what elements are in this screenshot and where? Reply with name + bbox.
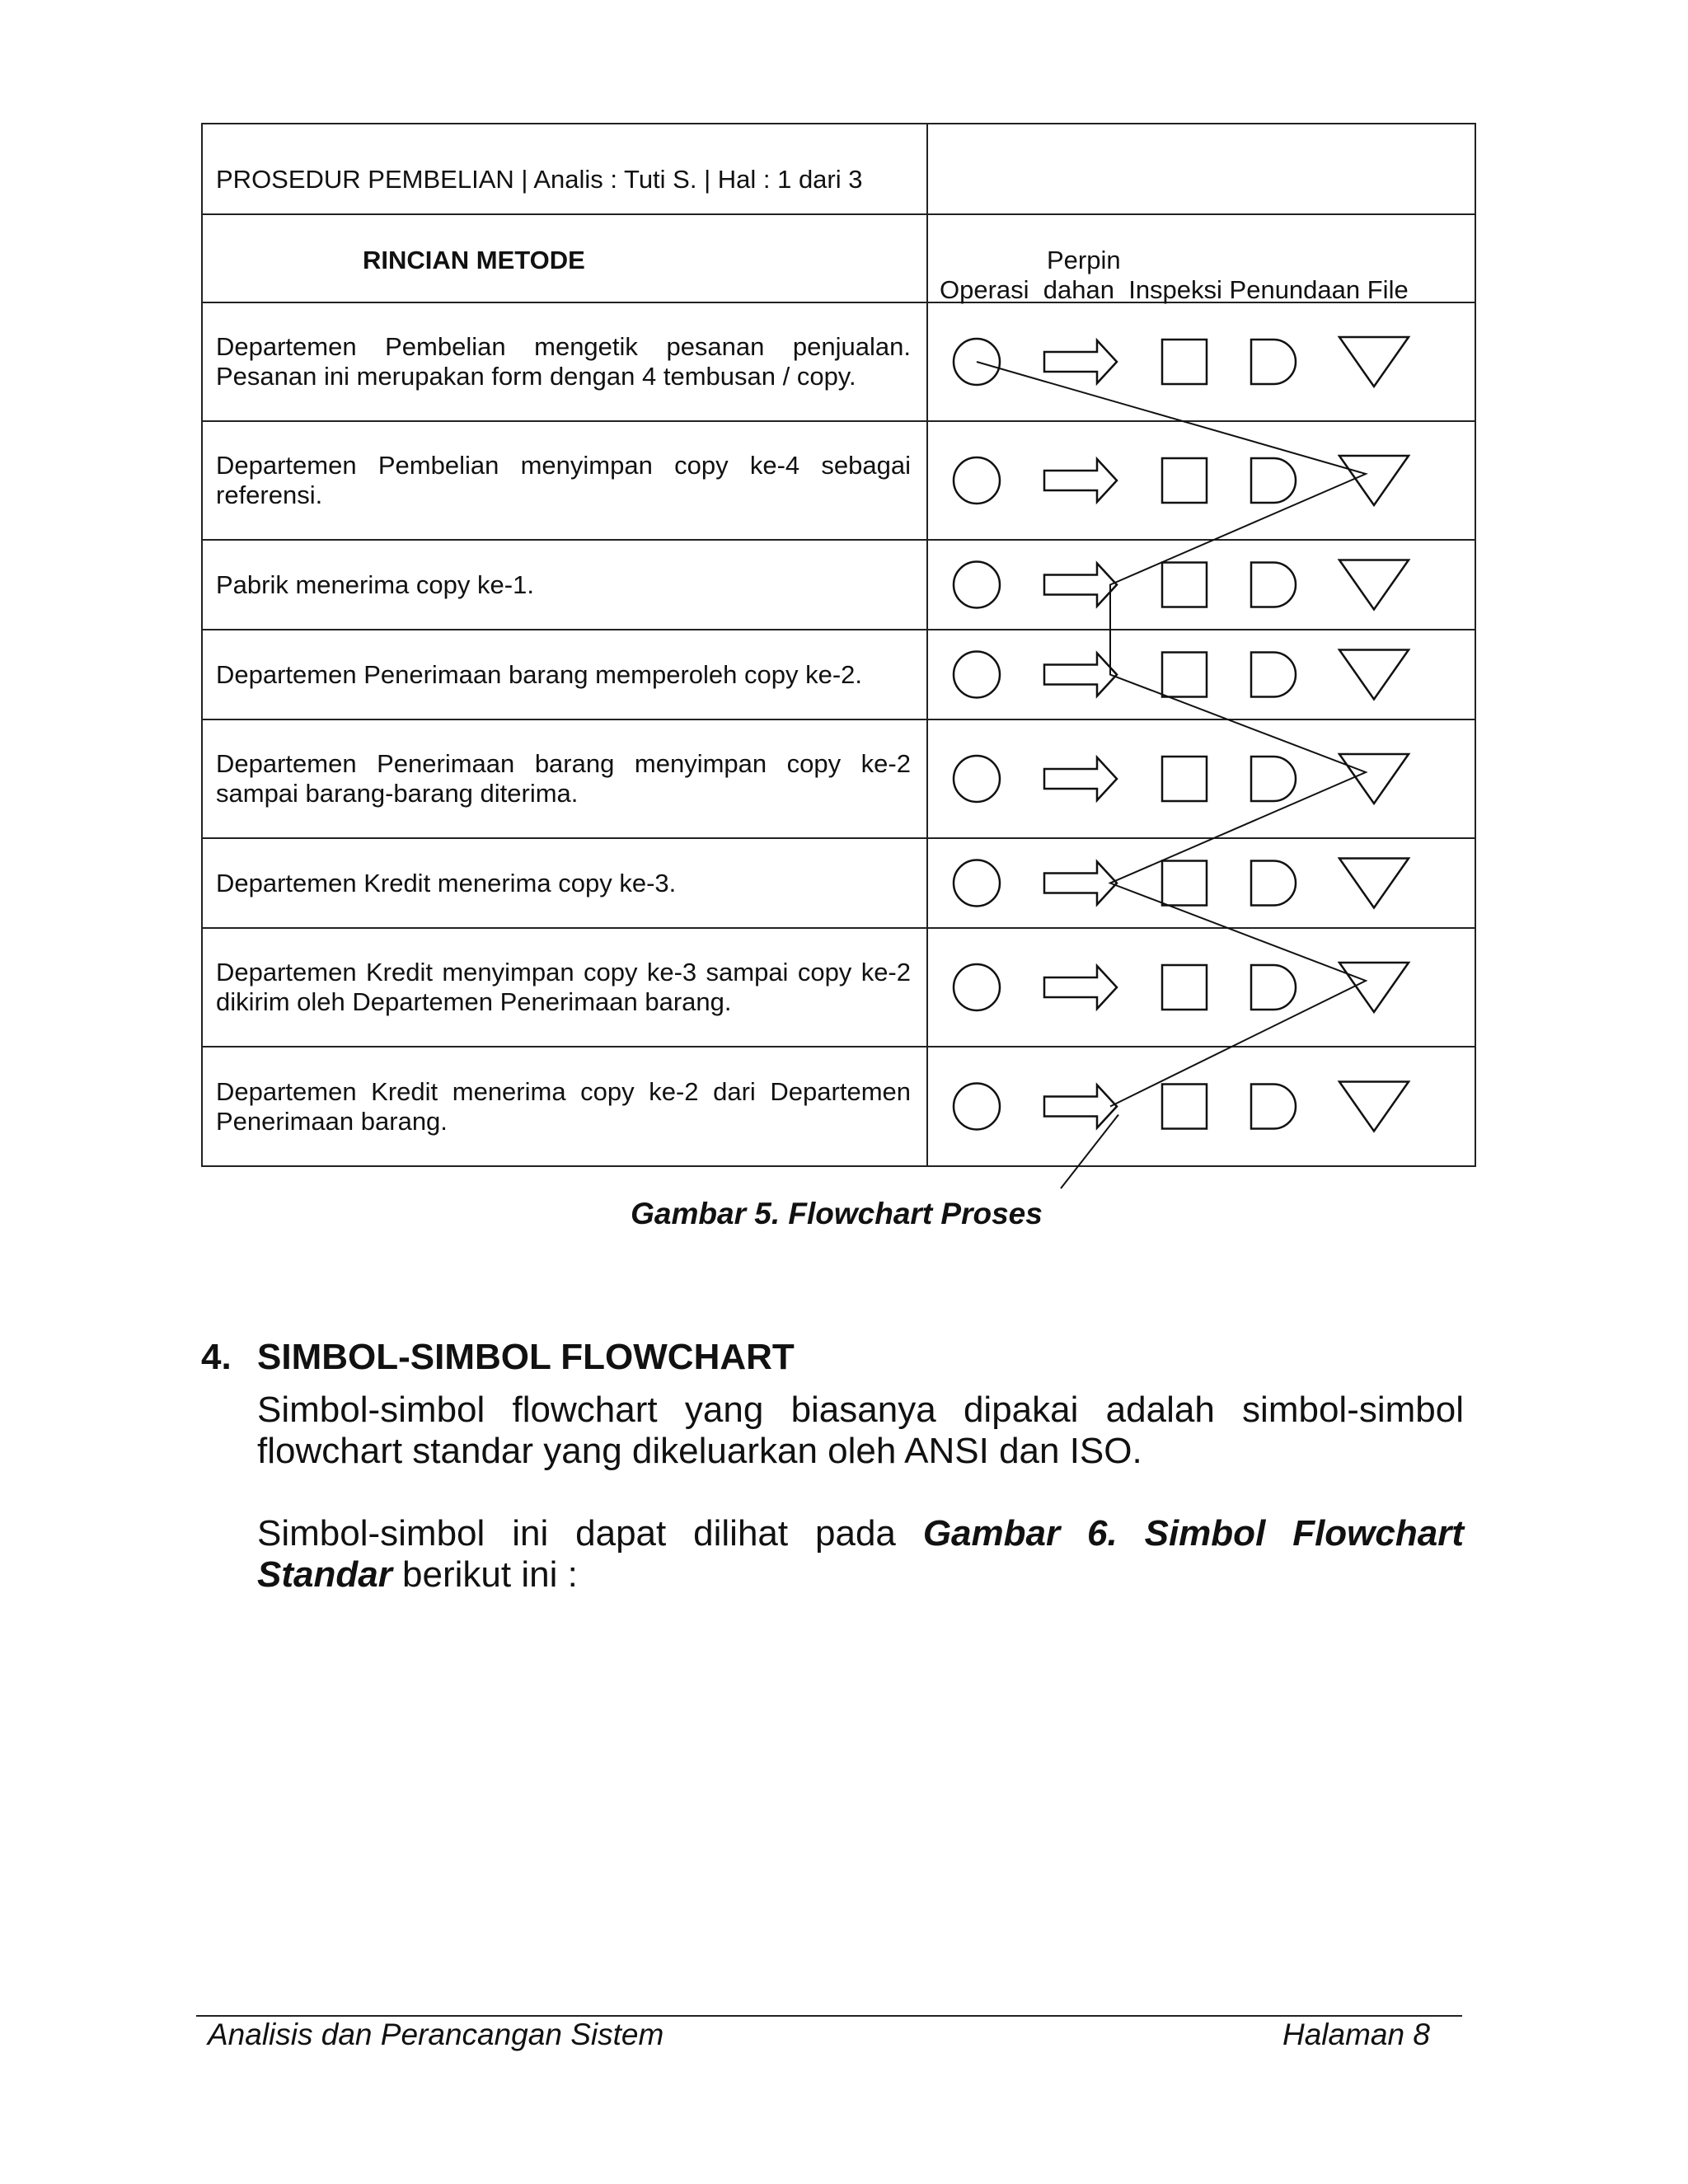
square-inspection-icon xyxy=(1162,757,1207,801)
section-paragraph-2 xyxy=(257,1513,1464,1596)
square-inspection-icon xyxy=(1162,1085,1207,1129)
circle-operation-icon xyxy=(954,1084,1000,1130)
section-number: 4. xyxy=(201,1337,232,1377)
table-row-description: Departemen Penerimaan barang memperoleh copy ke-2. xyxy=(216,659,863,689)
triangle-file-icon xyxy=(1339,1082,1409,1132)
d-delay-icon xyxy=(1251,1085,1296,1129)
arrow-transport-icon xyxy=(1044,966,1117,1009)
table-header-title: PROSEDUR PEMBELIAN | Analis : Tuti S. | Hal : 1 dari 3 xyxy=(216,165,863,194)
circle-operation-icon xyxy=(954,652,1000,698)
d-delay-icon xyxy=(1251,340,1296,384)
d-delay-icon xyxy=(1251,563,1296,607)
triangle-file-icon xyxy=(1339,963,1409,1012)
paragraph-2-text: Simbol-simbol ini dapat dilihat pada xyxy=(257,1513,923,1554)
arrow-transport-icon xyxy=(1044,654,1117,696)
table-row-description: Departemen Kredit menerima copy ke-2 dari Departemen Penerimaan barang. xyxy=(216,1076,911,1136)
square-inspection-icon xyxy=(1162,340,1207,384)
arrow-transport-icon xyxy=(1044,459,1117,502)
footer-document-title: Analisis dan Perancangan Sistem xyxy=(208,2018,664,2051)
table-row-description: Departemen Kredit menyimpan copy ke-3 sampai copy ke-2 dikirim oleh Departemen Penerimaan barang. xyxy=(216,958,911,1016)
footer-divider xyxy=(196,2015,1462,2017)
triangle-file-icon xyxy=(1339,337,1409,387)
flow-connector-path xyxy=(977,362,1366,1107)
d-delay-icon xyxy=(1251,861,1296,906)
circle-operation-icon xyxy=(954,964,1000,1010)
flow-connector-lines xyxy=(977,362,1366,1188)
table-row-description: Departemen Kredit menerima copy ke-3. xyxy=(216,868,677,898)
figure-caption: Gambar 5. Flowchart Proses xyxy=(631,1197,1043,1230)
arrow-transport-icon xyxy=(1044,757,1117,800)
square-inspection-icon xyxy=(1162,458,1207,503)
circle-operation-icon xyxy=(954,860,1000,907)
flow-connector-tail xyxy=(1061,1115,1118,1189)
circle-operation-icon xyxy=(954,756,1000,802)
footer-page-number: Halaman 8 xyxy=(1282,2018,1430,2051)
arrow-transport-icon xyxy=(1044,862,1117,905)
arrow-transport-icon xyxy=(1044,340,1117,383)
triangle-file-icon xyxy=(1339,859,1409,908)
section-title: SIMBOL-SIMBOL FLOWCHART xyxy=(257,1337,795,1377)
square-inspection-icon xyxy=(1162,563,1207,607)
table-row-description: Pabrik menerima copy ke-1. xyxy=(216,569,534,599)
symbol-column-header-line2: Operasi dahan Inspeksi Penundaan File xyxy=(940,275,1409,304)
triangle-file-icon xyxy=(1339,650,1409,700)
paragraph-2-tail: berikut ini : xyxy=(392,1554,578,1595)
figure-reference: Gambar 6. Simbol Flowchart Standar xyxy=(257,1513,1464,1595)
square-inspection-icon xyxy=(1162,653,1207,697)
circle-operation-icon xyxy=(954,562,1000,608)
section-paragraph-1: Simbol-simbol flowchart yang biasanya dipakai adalah simbol-simbol flowchart standar yang dikeluarkan oleh ANSI dan ISO. xyxy=(257,1390,1464,1471)
d-delay-icon xyxy=(1251,653,1296,697)
d-delay-icon xyxy=(1251,965,1296,1010)
table-row-description: Departemen Pembelian menyimpan copy ke-4 sebagai referensi. xyxy=(216,451,911,509)
d-delay-icon xyxy=(1251,458,1296,503)
triangle-file-icon xyxy=(1339,560,1409,610)
circle-operation-icon xyxy=(954,457,1000,504)
rincian-metode-label: RINCIAN METODE xyxy=(363,246,585,274)
square-inspection-icon xyxy=(1162,861,1207,906)
arrow-transport-icon xyxy=(1044,564,1117,607)
table-row-description: Departemen Pembelian mengetik pesanan penjualan. Pesanan ini merupakan form dengan 4 tembusan / copy. xyxy=(216,332,911,391)
symbol-grid xyxy=(954,337,1409,1132)
arrow-transport-icon xyxy=(1044,1085,1117,1128)
d-delay-icon xyxy=(1251,757,1296,801)
table-row-description: Departemen Penerimaan barang menyimpan copy ke-2 sampai barang-barang diterima. xyxy=(216,749,911,808)
symbol-column-header-line1: Perpin xyxy=(1047,246,1121,274)
square-inspection-icon xyxy=(1162,965,1207,1010)
